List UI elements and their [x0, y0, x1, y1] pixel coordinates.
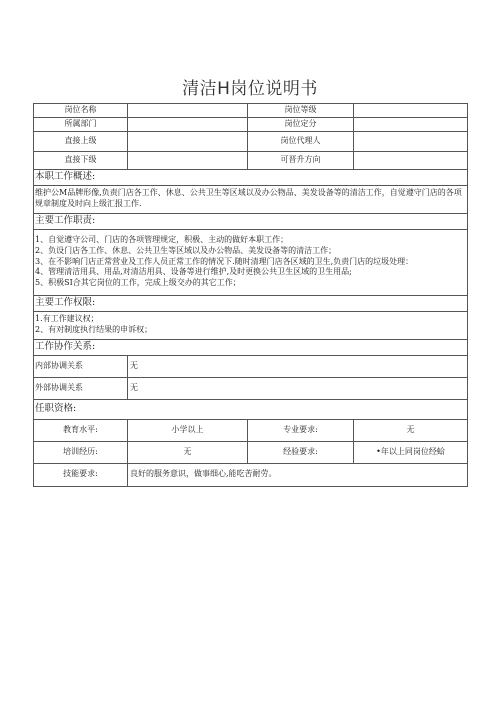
- superior-label: 直接上级: [34, 131, 128, 151]
- position-level-value: [354, 104, 468, 118]
- duty-item-4: 4、管理清洁用具、用品,对清洁用具、设备等进行维护,及时更换公共卫生区域的卫生用品;: [35, 267, 352, 277]
- job-description-table: [33, 103, 468, 487]
- document-title: 清洁H岗位说明书: [182, 79, 318, 99]
- experience-label: 经验要求:: [248, 441, 354, 463]
- education-value: 小学以上: [128, 419, 248, 441]
- external-coordination-value: 无: [128, 377, 468, 399]
- authority-list: [34, 311, 468, 339]
- experience-value: •年以上同岗位经蛤: [354, 441, 468, 463]
- qualification-heading: 任职资格:: [34, 399, 468, 419]
- duty-item-3: 3、在不影响门店正常营业及工作人员正常工作的情况下.随时清理门店各区域的卫生,负责门店的垃圾处理：: [35, 256, 414, 266]
- training-value: 无: [128, 441, 248, 463]
- deputy-value: [354, 131, 468, 151]
- internal-coordination-label: 内部协调关系: [34, 355, 128, 377]
- deputy-label: 岗位代理人: [248, 131, 354, 151]
- position-name-value: [128, 104, 248, 118]
- superior-value: [128, 131, 248, 151]
- position-name-label: 岗位名称: [34, 104, 128, 118]
- duty-item-5: 5、积极SI合其它岗位的工作，完成上级交办的其它工作；: [35, 278, 241, 288]
- department-label: 所属部门: [34, 117, 128, 131]
- overview-text: 维护公M品牌形像,负责门店各工作、休息、公共卫生等区域以及办公物品、美发设备等的清洁工作，自觉遵守门店的各项规章制度及时向上级汇报工作.: [34, 185, 468, 213]
- duties-heading: 主要工作职责:: [34, 213, 468, 229]
- external-coordination-label: 外部协调关系: [34, 377, 128, 399]
- skills-label: 技能要求:: [34, 463, 128, 486]
- position-level-label: 岗位等级: [248, 104, 354, 118]
- education-label: 教育水平:: [34, 419, 128, 441]
- promotion-label: 可晋升方向: [248, 151, 354, 169]
- major-value: 无: [354, 419, 468, 441]
- training-label: 培训经历:: [34, 441, 128, 463]
- quota-value: [354, 117, 468, 131]
- duties-list: [34, 229, 468, 295]
- subordinate-value: [128, 151, 248, 169]
- subordinate-label: 直接下级: [34, 151, 128, 169]
- department-value: [128, 117, 248, 131]
- promotion-value: [354, 151, 468, 169]
- authority-heading: 主要工作权限:: [34, 295, 468, 311]
- cooperation-heading: 工作协作关系:: [34, 339, 468, 355]
- internal-coordination-value: 无: [128, 355, 468, 377]
- duty-item-2: 2、负设门店各工作、休息、公共卫生等区域以及办公物品、美发设备等的清洁工作；: [35, 245, 337, 255]
- overview-heading: 本职工作概述:: [34, 169, 468, 185]
- authority-item-2: 2、有对制度执行结果的申诉权；: [35, 325, 153, 335]
- quota-label: 岗位定分: [248, 117, 354, 131]
- authority-item-1: 1.有工作建议权；: [35, 314, 99, 324]
- duty-item-1: 1、自觉遵守公司、门店的各项管理规定，积极、主动的做好本职工作；: [35, 235, 289, 245]
- skills-value: 良好的服务意识，做事细心,能吃苦耐劳。: [128, 463, 468, 486]
- major-label: 专业要求:: [248, 419, 354, 441]
